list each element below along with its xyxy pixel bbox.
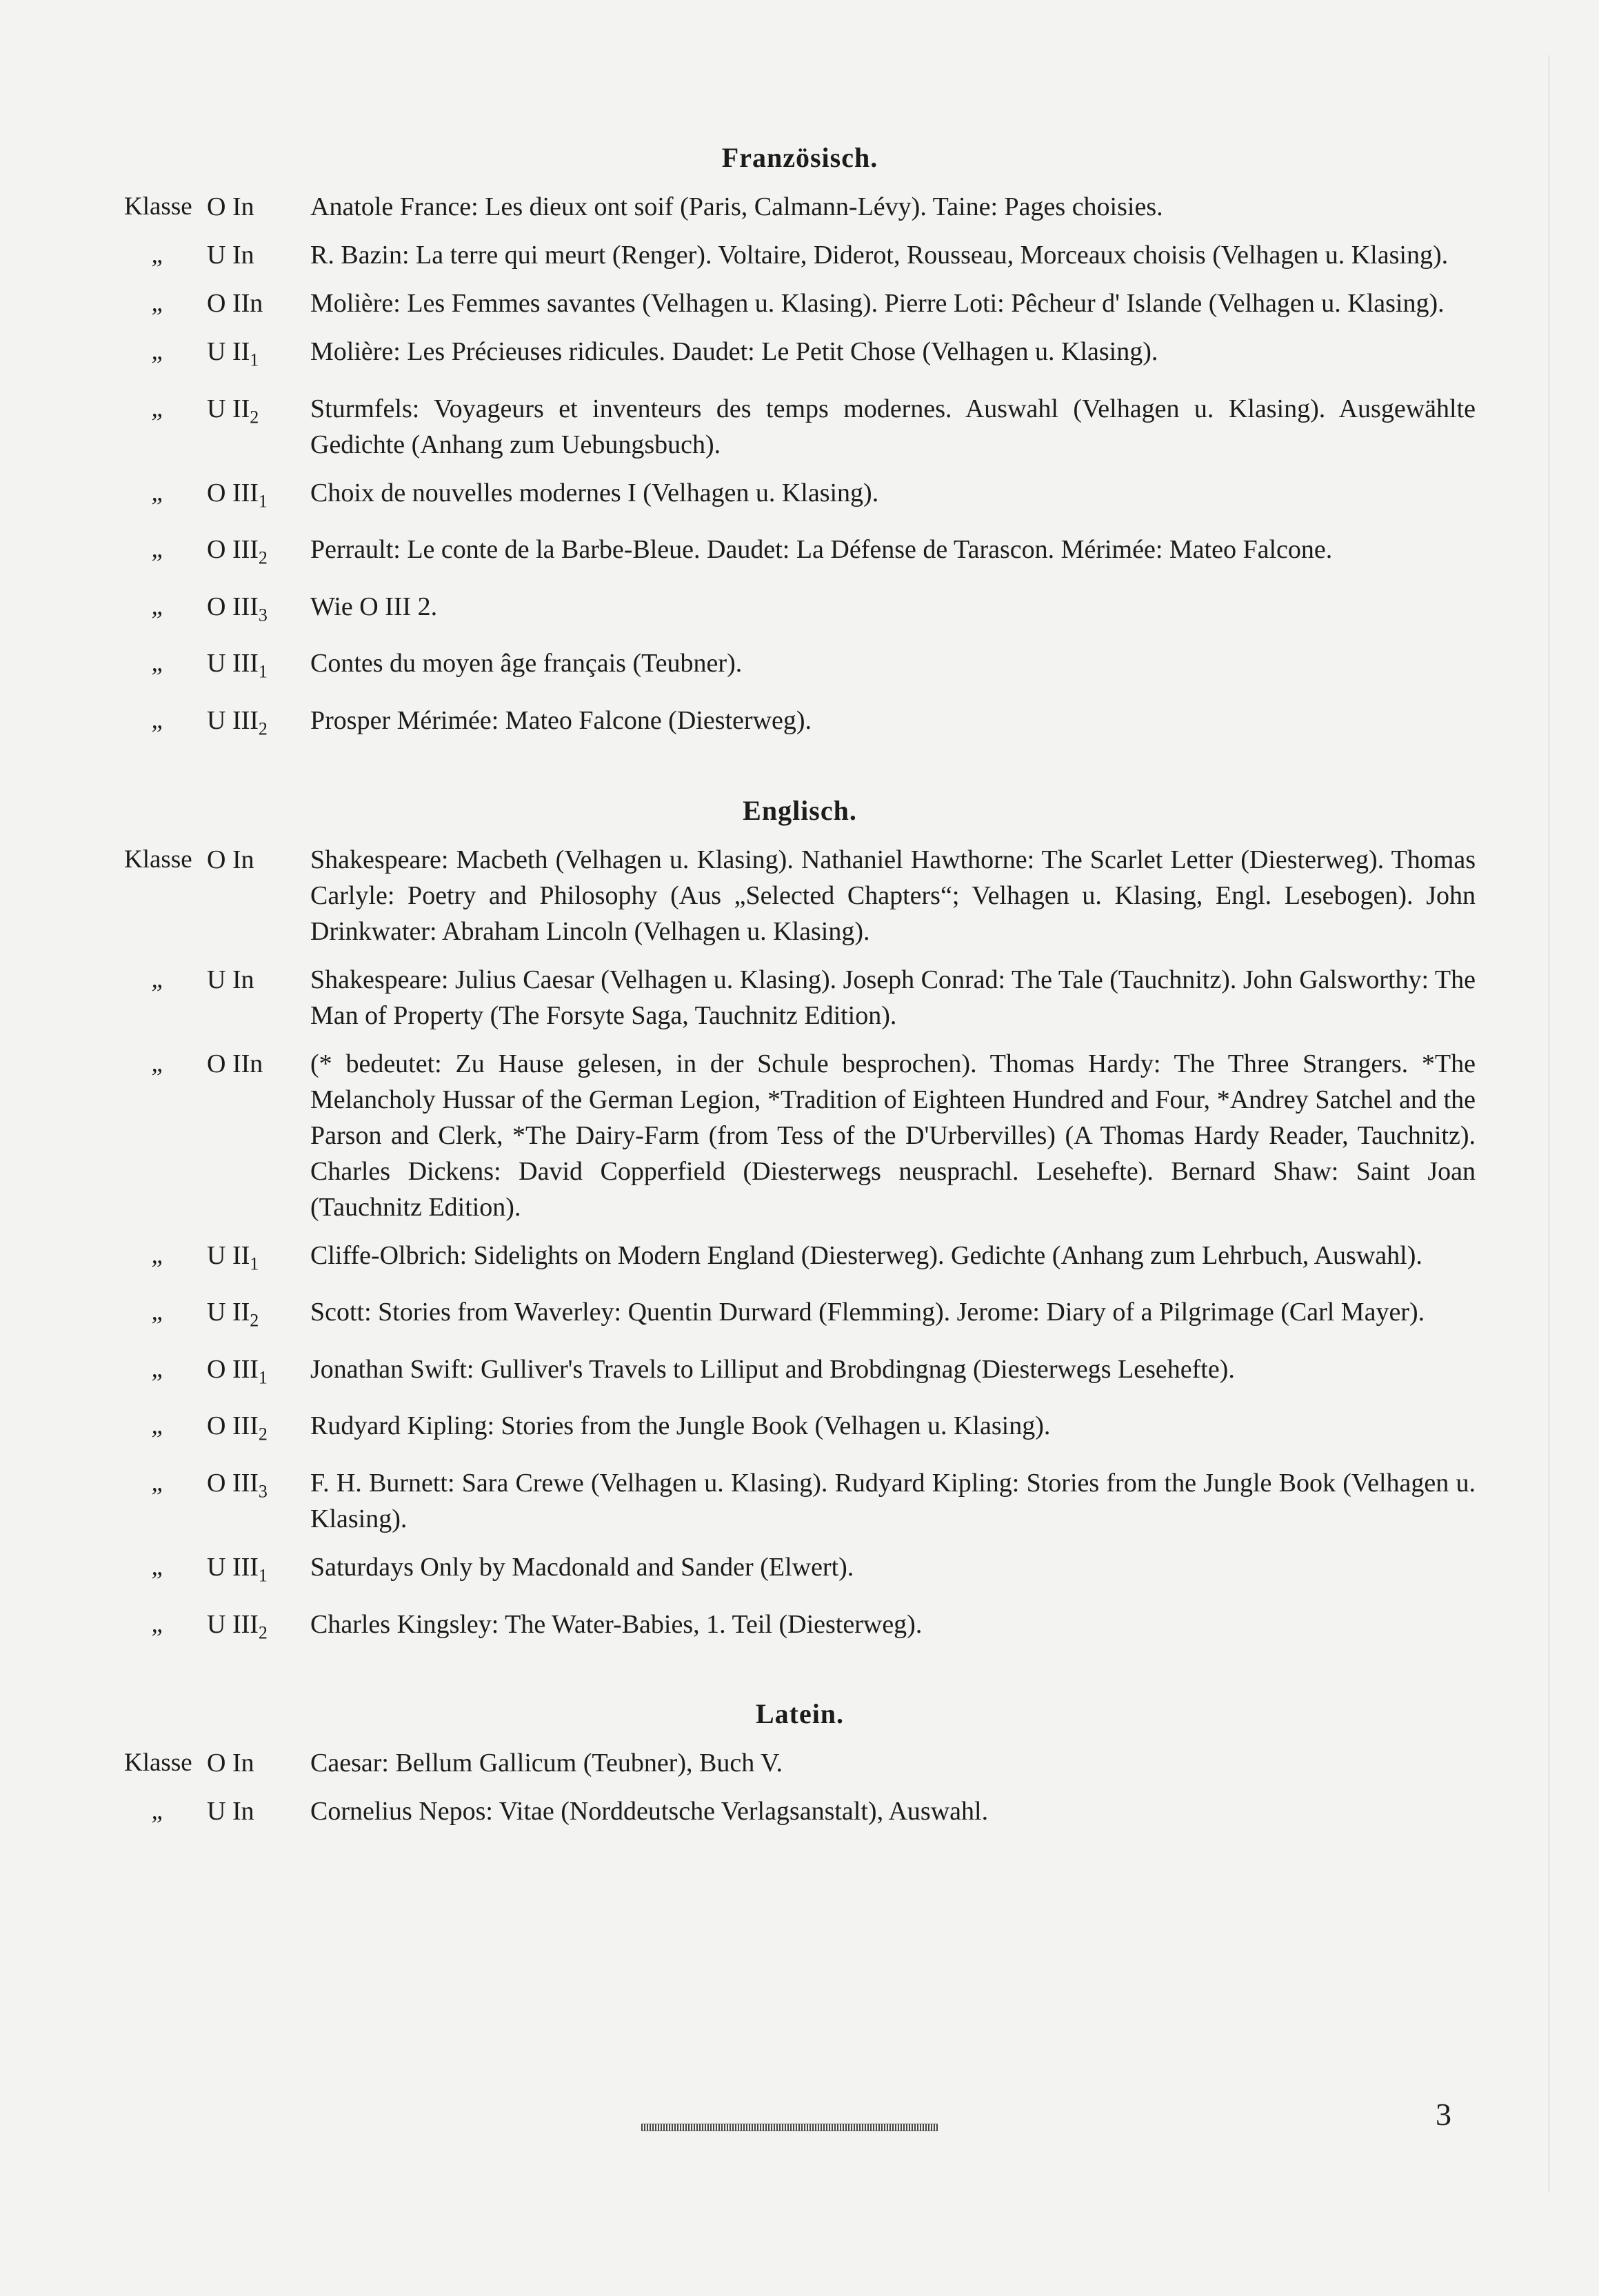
bleed-through-line bbox=[1548, 55, 1550, 2193]
reading-list-text: (* bedeutet: Zu Hause gelesen, in der Schule besprochen). Thomas Hardy: The Three Strangers. *The Melancholy Hussar of the German Legion, *Tradition of Eighteen Hundred and Four, *Andrey Satchel and the Parson and Clerk, *The Dairy-Farm (from Tess of the D'Urbervilles) (A Thomas Hardy Reader, Tauchnitz). Charles Dickens: David Copperfield (Diesterwegs neusprachl. Lesehefte). Bernard Shaw: Saint Joan (Tauchnitz Edition). bbox=[310, 1049, 1476, 1222]
class-label: U $III_2$ bbox=[207, 705, 268, 739]
class-entry bbox=[124, 842, 1476, 949]
class-label: U $III_1$ bbox=[207, 1552, 268, 1586]
page-number: 3 bbox=[1436, 2097, 1451, 2132]
class-label: U In bbox=[207, 241, 254, 270]
reading-list-text: Shakespeare: Julius Caesar (Velhagen u. Klasing). Joseph Conrad: The Tale (Tauchnitz). John Galsworthy: The Man of Property (The Forsyte Saga, Tauchnitz Edition). bbox=[310, 965, 1476, 1030]
class-entry bbox=[124, 962, 1476, 1034]
class-label: U $II_2$ bbox=[207, 1298, 259, 1331]
class-subscript: 1 bbox=[258, 1565, 268, 1586]
class-entry bbox=[124, 1046, 1476, 1225]
reading-list-text: Wie O III 2. bbox=[310, 592, 438, 621]
entry-prefix: „ bbox=[151, 1240, 165, 1269]
reading-list-text: Jonathan Swift: Gulliver's Travels to Lilliput and Brobdingnag (Diesterwegs Lesehefte). bbox=[310, 1354, 1235, 1384]
entry-prefix: „ bbox=[151, 535, 165, 564]
class-label: U $III_2$ bbox=[207, 1609, 268, 1643]
class-label: U $II_1$ bbox=[207, 337, 259, 370]
reading-list-text: Perrault: Le conte de la Barbe-Bleue. Daudet: La Défense de Tarascon. Mérimée: Mateo Falcone. bbox=[310, 535, 1333, 565]
reading-list-text: Molière: Les Femmes savantes (Velhagen u. Klasing). Pierre Loti: Pêcheur d' Islande (Velhagen u. Klasing). bbox=[310, 289, 1445, 318]
reading-list-text: F. H. Burnett: Sara Crewe (Velhagen u. Klasing). Rudyard Kipling: Stories from the Jungle Book (Velhagen u. Klasing). bbox=[310, 1468, 1476, 1533]
class-entry bbox=[124, 1351, 1476, 1396]
reading-list-text: Cornelius Nepos: Vitae (Norddeutsche Verlagsanstalt), Auswahl. bbox=[310, 1797, 989, 1826]
entry-prefix: „ bbox=[151, 337, 165, 365]
reading-list-text: Shakespeare: Macbeth (Velhagen u. Klasing). Nathaniel Hawthorne: The Scarlet Letter (Diesterweg). Thomas Carlyle: Poetry and Philosophy (Aus „Selected Chapters“; Velhagen u. Klasing, Engl. Lesebogen). John Drinkwater: Abraham Lincoln (Velhagen u. Klasing). bbox=[310, 845, 1476, 946]
class-entry bbox=[124, 1745, 1476, 1781]
class-entry bbox=[124, 1549, 1476, 1594]
class-subscript: 1 bbox=[258, 661, 268, 682]
section-title-english: Englisch. bbox=[743, 794, 857, 826]
reading-list-text: Rudyard Kipling: Stories from the Jungle Book (Velhagen u. Klasing). bbox=[310, 1411, 1051, 1441]
class-entry bbox=[124, 334, 1476, 379]
class-subscript: 3 bbox=[258, 1481, 268, 1502]
entry-prefix: „ bbox=[151, 241, 165, 269]
class-entry bbox=[124, 189, 1476, 225]
class-label: O IIn bbox=[207, 289, 263, 318]
reading-list-text: Cliffe-Olbrich: Sidelights on Modern England (Diesterweg). Gedichte (Anhang zum Lehrbuch, Auswahl). bbox=[310, 1240, 1422, 1270]
class-label: U In bbox=[207, 1797, 254, 1826]
class-entry bbox=[124, 1294, 1476, 1339]
class-subscript: 1 bbox=[258, 1367, 268, 1388]
entry-prefix: „ bbox=[151, 394, 165, 423]
class-label: U $II_2$ bbox=[207, 394, 259, 427]
entry-prefix: „ bbox=[151, 1609, 165, 1638]
entry-prefix: „ bbox=[151, 1468, 165, 1497]
section-english bbox=[124, 794, 1476, 1651]
class-subscript: 3 bbox=[258, 605, 268, 625]
reading-list-text: Anatole France: Les dieux ont soif (Paris, Calmann-Lévy). Taine: Pages choisies. bbox=[310, 192, 1163, 221]
class-label: U In bbox=[207, 965, 254, 994]
class-subscript: 2 bbox=[250, 1310, 259, 1331]
class-entry bbox=[124, 475, 1476, 520]
entry-prefix: „ bbox=[151, 289, 165, 317]
class-label: O $III_2$ bbox=[207, 535, 268, 568]
class-entry bbox=[124, 1408, 1476, 1453]
reading-list-text: Charles Kingsley: The Water-Babies, 1. Teil (Diesterweg). bbox=[310, 1609, 923, 1639]
class-entry bbox=[124, 391, 1476, 463]
class-label: O In bbox=[207, 192, 254, 221]
entry-prefix: „ bbox=[151, 649, 165, 678]
section-french bbox=[124, 141, 1476, 747]
class-entry bbox=[124, 703, 1476, 747]
entry-prefix: „ bbox=[151, 592, 165, 621]
class-label: O $III_1$ bbox=[207, 1354, 268, 1388]
reading-list-text: Contes du moyen âge français (Teubner). bbox=[310, 649, 743, 678]
class-subscript: 2 bbox=[250, 407, 259, 427]
class-label: O IIn bbox=[207, 1049, 263, 1078]
decorative-rule bbox=[641, 2124, 938, 2131]
reading-list-text: Choix de nouvelles modernes I (Velhagen u. Klasing). bbox=[310, 478, 879, 507]
entry-prefix: „ bbox=[151, 965, 165, 994]
reading-list-text: Saturdays Only by Macdonald and Sander (Elwert). bbox=[310, 1552, 854, 1582]
class-subscript: 2 bbox=[258, 1424, 268, 1444]
class-label: O In bbox=[207, 1749, 254, 1778]
class-label: O $III_3$ bbox=[207, 592, 268, 625]
class-entry bbox=[124, 589, 1476, 634]
entry-prefix: „ bbox=[151, 1354, 165, 1383]
class-entry bbox=[124, 1238, 1476, 1282]
class-subscript: 1 bbox=[258, 491, 268, 512]
class-subscript: 1 bbox=[250, 1253, 259, 1274]
entry-prefix: „ bbox=[151, 478, 165, 507]
reading-list-text: Scott: Stories from Waverley: Quentin Durward (Flemming). Jerome: Diary of a Pilgrimage (Carl Mayer). bbox=[310, 1298, 1425, 1327]
class-entry bbox=[124, 532, 1476, 576]
document-body bbox=[124, 128, 1476, 1842]
class-label: O In bbox=[207, 845, 254, 874]
class-entry bbox=[124, 1465, 1476, 1537]
entry-prefix: Klasse bbox=[124, 845, 192, 874]
entry-prefix: „ bbox=[151, 1049, 165, 1078]
reading-list-text: Molière: Les Précieuses ridicules. Daudet: Le Petit Chose (Velhagen u. Klasing). bbox=[310, 337, 1158, 366]
class-label: O $III_3$ bbox=[207, 1468, 268, 1502]
reading-list-text: R. Bazin: La terre qui meurt (Renger). Voltaire, Diderot, Rousseau, Morceaux choisis (Velhagen u. Klasing). bbox=[310, 241, 1449, 270]
class-entry bbox=[124, 1793, 1476, 1829]
class-entry bbox=[124, 1607, 1476, 1651]
entry-prefix: „ bbox=[151, 1298, 165, 1327]
reading-list-text: Sturmfels: Voyageurs et inventeurs des temps modernes. Auswahl (Velhagen u. Klasing). Ausgewählte Gedichte (Anhang zum Uebungsbuch). bbox=[310, 394, 1476, 459]
section-latin bbox=[124, 1698, 1476, 1829]
section-title-french: Französisch. bbox=[721, 142, 878, 173]
reading-list-text: Caesar: Bellum Gallicum (Teubner), Buch V. bbox=[310, 1749, 783, 1778]
class-subscript: 2 bbox=[258, 1622, 268, 1643]
class-subscript: 1 bbox=[250, 350, 259, 370]
section-title-latin: Latein. bbox=[755, 1698, 845, 1730]
entry-prefix: „ bbox=[151, 1797, 165, 1826]
entry-prefix: Klasse bbox=[124, 192, 192, 221]
class-label: U $II_1$ bbox=[207, 1240, 259, 1274]
class-label: O $III_1$ bbox=[207, 478, 268, 512]
class-entry bbox=[124, 645, 1476, 690]
class-entry bbox=[124, 285, 1476, 321]
entry-prefix: „ bbox=[151, 1552, 165, 1581]
class-label: O $III_2$ bbox=[207, 1411, 268, 1444]
entry-prefix: „ bbox=[151, 1411, 165, 1440]
class-subscript: 2 bbox=[258, 718, 268, 739]
class-label: U $III_1$ bbox=[207, 649, 268, 682]
class-subscript: 2 bbox=[258, 547, 268, 568]
reading-list-text: Prosper Mérimée: Mateo Falcone (Diesterweg). bbox=[310, 705, 812, 735]
entry-prefix: „ bbox=[151, 705, 165, 734]
entry-prefix: Klasse bbox=[124, 1749, 192, 1778]
class-entry bbox=[124, 237, 1476, 273]
